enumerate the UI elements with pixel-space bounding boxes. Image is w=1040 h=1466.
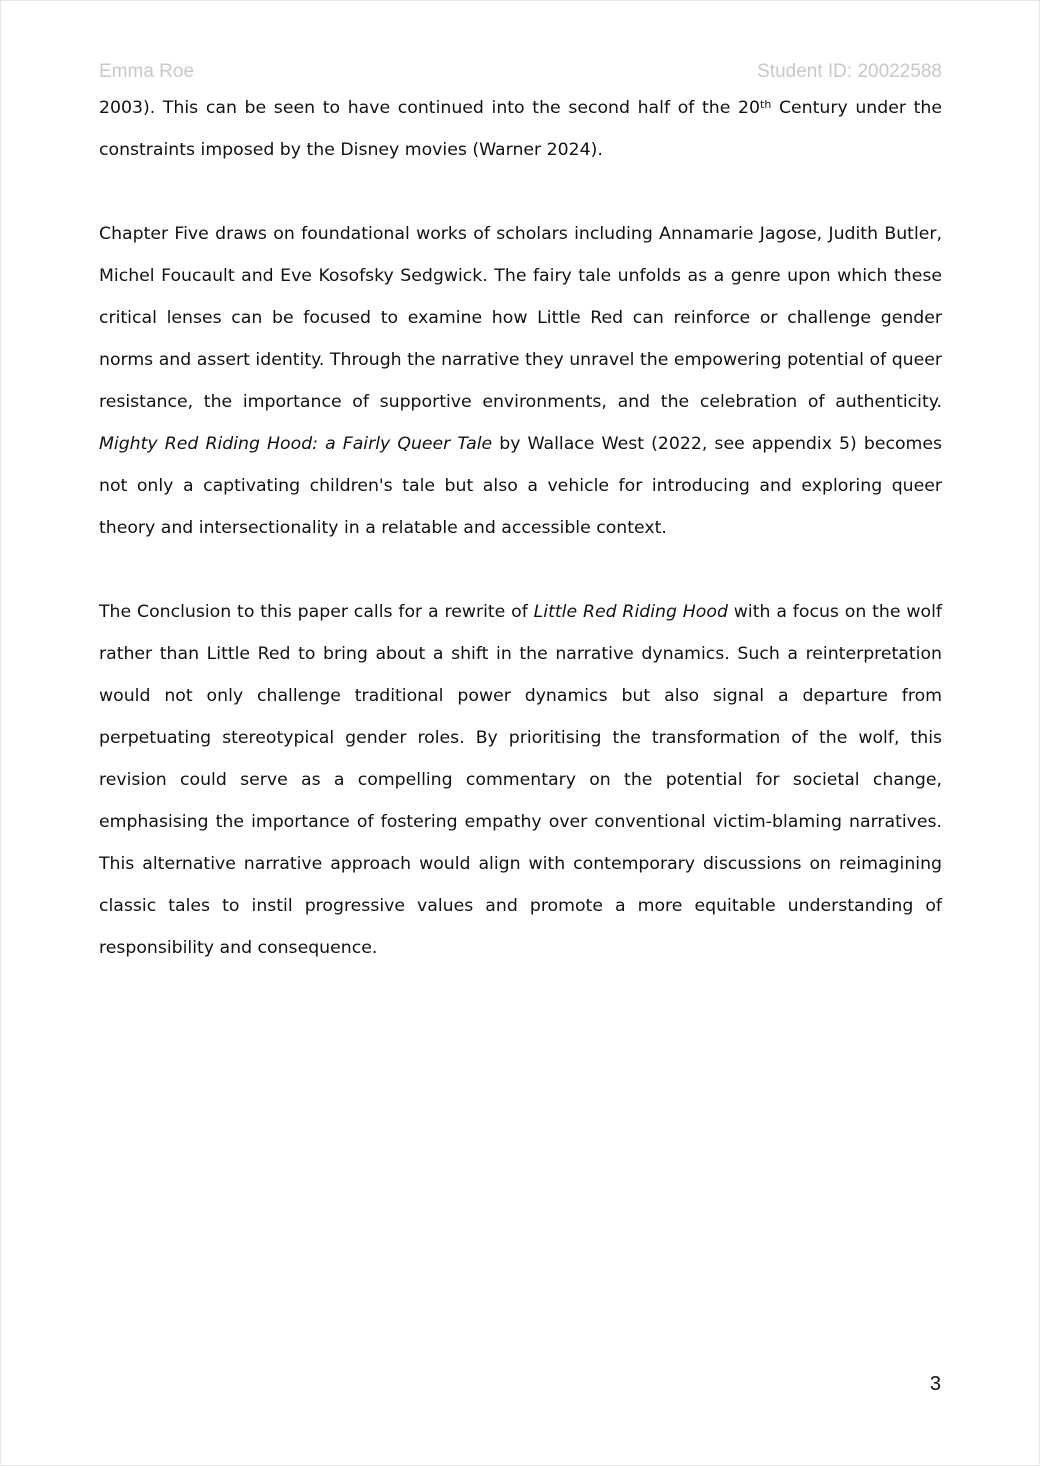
- page-number: 3: [929, 1373, 941, 1395]
- body-text: [99, 87, 942, 969]
- paragraph-3: [99, 591, 942, 969]
- header-student-id: Student ID: 20022588: [757, 61, 942, 82]
- paragraph-3-text-a: The Conclusion to this paper calls for a rewrite of: [99, 602, 534, 622]
- header-author: Emma Roe: [99, 61, 195, 82]
- paragraph-2-text-a: Chapter Five draws on foundational works of scholars including Annamarie Jagose, Judith Butler, Michel Foucault and Eve Kosofsky Sedgwick. The fairy tale unfolds as a genre upon which these critical lenses can be focused to examine how Little Red can reinforce or challenge gender norms and assert identity. Through the narrative they unravel the empowering potential of queer resistance, the importance of supportive environments, and the celebration of authenticity.: [99, 224, 942, 412]
- book-title-mighty-red: Mighty Red Riding Hood: a Fairly Queer Tale: [99, 434, 493, 454]
- paragraph-1-text-a: 2003). This can be seen to have continued into the second half of the 20: [99, 98, 761, 118]
- paragraph-1: [99, 87, 942, 171]
- paragraph-3-text-b: with a focus on the wolf rather than Little Red to bring about a shift in the narrative dynamics. Such a reinterpretation would not only challenge traditional power dynamics but also signal a departure from perpetuating stereotypical gender roles. By prioritising the transformation of the wolf, this revision could serve as a compelling commentary on the potential for societal change, emphasising the importance of fostering empathy over conventional victim-blaming narratives. This alternative narrative approach would align with contemporary discussions on reimagining classic tales to instil progressive values and promote a more equitable understanding of responsibility and consequence.: [99, 602, 942, 958]
- paragraph-2: [99, 213, 942, 549]
- paragraph-1-text-b: Century under the constraints imposed by the Disney movies (Warner 2024).: [99, 98, 942, 160]
- page-header: [99, 61, 942, 87]
- book-title-little-red: Little Red Riding Hood: [533, 602, 728, 622]
- ordinal-superscript: th: [760, 98, 772, 111]
- paragraph-2-text-b: by Wallace West (2022, see appendix 5) becomes not only a captivating children's tale but also a vehicle for introducing and exploring queer theory and intersectionality in a relatable and accessible context.: [99, 434, 942, 538]
